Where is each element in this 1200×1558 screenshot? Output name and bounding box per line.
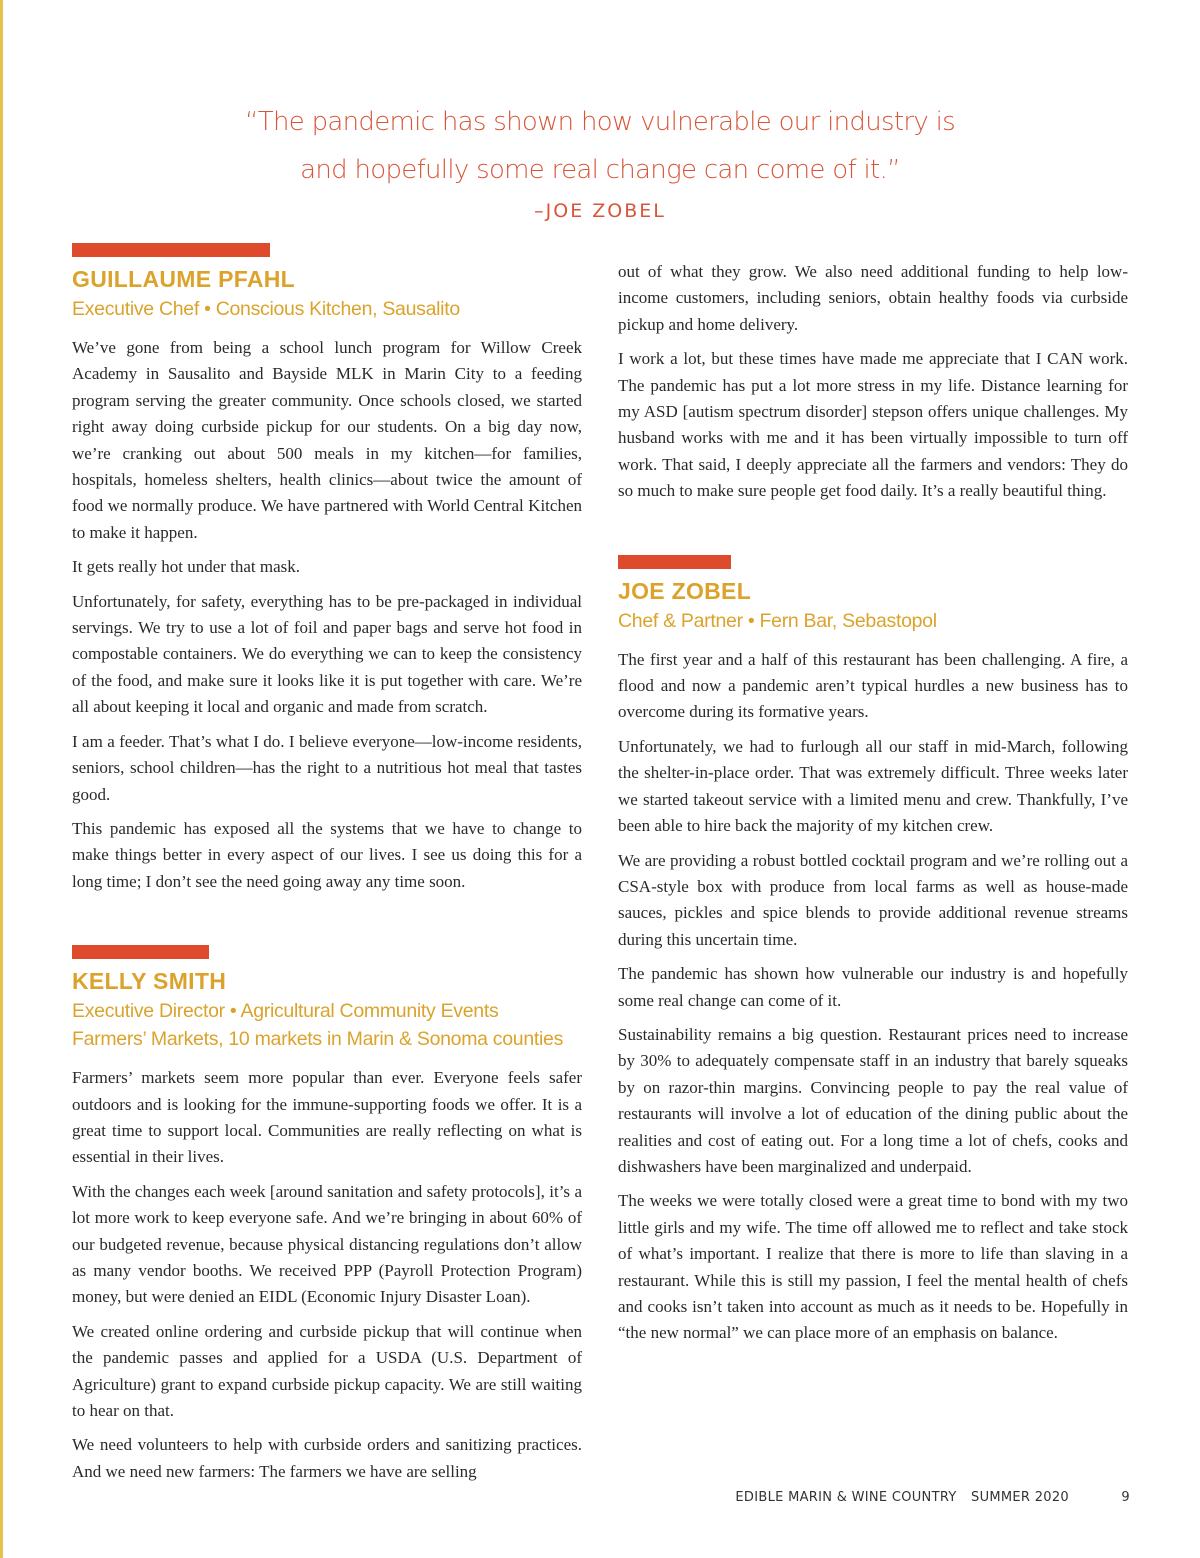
page-number: 9	[1121, 1490, 1130, 1505]
profile-name: GUILLAUME PFAHL	[72, 266, 295, 292]
paragraph: We’ve gone from being a school lunch program for Willow Creek Academy in Sausalito and Bayside MLK in Marin City to a feeding program serving the greater community. Once schools closed, we started right away doing curbside pickup for our students. On a big day now, we’re cranking out about 500 meals in my kitchen—for families, hospitals, homeless shelters, health clinics—about twice the amount of food we normally produce. We have partnered with World Central Kitchen to make it happen.	[72, 338, 582, 542]
paragraph: Sustainability remains a big question. Restaurant prices need to increase by 30% to adequately compensate staff in an industry that barely squeaks by on razor-thin margins. Convincing people to pay the real value of restaurants will involve a lot of education of the dining public about the realities and cost of eating out. For a long time a lot of chefs, cooks and dishwashers have been marginalized and underpaid.	[618, 1024, 1128, 1176]
paragraph: Unfortunately, for safety, everything has to be pre-packaged in individual servings. We try to use a lot of foil and paper bags and serve hot food in compostable containers. We do everything we can to keep the consistency of the food, and make sure it looks like it is put together with care. We’re all about keeping it local and organic and made from scratch.	[72, 591, 582, 717]
accent-bar	[72, 945, 209, 959]
paragraph: It gets really hot under that mask.	[72, 557, 301, 577]
right-column	[618, 259, 1128, 1355]
profile-role: Farmers’ Markets, 10 markets in Marin & Sonoma counties	[72, 1028, 564, 1051]
profile-role: Executive Chef • Conscious Kitchen, Sausalito	[72, 298, 460, 320]
profile-joe	[618, 555, 1128, 1347]
pull-quote-line-2: and hopefully some real change can come of it.”	[300, 155, 900, 185]
publication-name: EDIBLE MARIN & WINE COUNTRY	[735, 1490, 957, 1505]
left-edge-rule	[0, 0, 3, 1558]
accent-bar	[72, 243, 270, 257]
paragraph: The weeks we were totally closed were a great time to bond with my two little girls and my wife. The time off allowed me to reflect and take stock of what’s important. I realize that there is more to life than slaving in a restaurant. While this is still my passion, I feel the mental health of chefs and cooks isn’t taken into account as much as it needs to be. Hopefully in “the new normal” we can place more of an emphasis on balance.	[618, 1191, 1128, 1343]
profile-role: Chef & Partner • Fern Bar, Sebastopol	[618, 609, 937, 632]
page-footer	[600, 1490, 1130, 1505]
profile-role: Executive Director • Agricultural Community Events	[72, 1000, 499, 1023]
paragraph: out of what they grow. We also need additional funding to help low-income customers, including seniors, obtain healthy foods via curbside pickup and home delivery.	[618, 262, 1128, 334]
paragraph: I work a lot, but these times have made me appreciate that I CAN work. The pandemic has put a lot more stress in my life. Distance learning for my ASD [autism spectrum disorder] stepson offers unique challenges. My husband works with me and it has been virtually impossible to turn off work. That said, I deeply appreciate all the farmers and vendors: They do so much to make sure people get food daily. It’s a really beautiful thing.	[618, 349, 1128, 501]
paragraph: The pandemic has shown how vulnerable our industry is and hopefully some real change can come of it.	[618, 964, 1128, 1010]
profile-guillaume	[72, 243, 582, 895]
paragraph: The first year and a half of this restaurant has been challenging. A fire, a flood and now a pandemic aren’t typical hurdles a new business has to overcome during its formative years.	[618, 649, 1128, 722]
paragraph: This pandemic has exposed all the systems that we have to change to make things better in every aspect of our lives. I see us doing this for a long time; I don’t see the need going away any time soon.	[72, 818, 582, 891]
paragraph: We created online ordering and curbside pickup that will continue when the pandemic passes and applied for a USDA (U.S. Department of Agriculture) grant to expand curbside pickup capacity. We are still waiting to hear on that.	[72, 1321, 582, 1420]
profile-kelly-continued	[618, 259, 1128, 505]
pull-quote-attribution: –JOE ZOBEL	[534, 200, 666, 222]
accent-bar	[618, 555, 731, 569]
paragraph: We need volunteers to help with curbside orders and sanitizing practices. And we need new farmers: The farmers we have are selling	[72, 1435, 582, 1481]
profile-kelly	[72, 945, 582, 1485]
paragraph: I am a feeder. That’s what I do. I believe everyone—low-income residents, seniors, school children—has the right to a nutritious hot meal that tastes good.	[72, 731, 582, 804]
paragraph: Farmers’ markets seem more popular than ever. Everyone feels safer outdoors and is looking for the immune-supporting foods we offer. It is a great time to support local. Communities are really reflecting on what is essential in their lives.	[72, 1068, 582, 1167]
profile-name: JOE ZOBEL	[618, 577, 752, 604]
pull-quote	[150, 98, 1050, 222]
paragraph: Unfortunately, we had to furlough all our staff in mid-March, following the shelter-in-place order. That was extremely difficult. Three weeks later we started takeout service with a limited menu and crew. Thankfully, I’ve been able to hire back the majority of my kitchen crew.	[618, 736, 1128, 836]
pull-quote-line-1: “The pandemic has shown how vulnerable our industry is	[245, 107, 955, 137]
paragraph: We are providing a robust bottled cocktail program and we’re rolling out a CSA-style box with produce from local farms as well as house-made sauces, pickles and spice blends to provide additional revenue streams during this uncertain time.	[618, 850, 1128, 949]
paragraph: With the changes each week [around sanitation and safety protocols], it’s a lot more work to keep everyone safe. And we’re bringing in about 60% of our budgeted revenue, because physical distancing regulations don’t allow as many vendor booths. We received PPP (Payroll Protection Program) money, but were denied an EIDL (Economic Injury Disaster Loan).	[72, 1181, 582, 1307]
left-column	[72, 243, 582, 1493]
profile-name: KELLY SMITH	[72, 968, 227, 995]
issue-label: SUMMER 2020	[971, 1490, 1069, 1505]
